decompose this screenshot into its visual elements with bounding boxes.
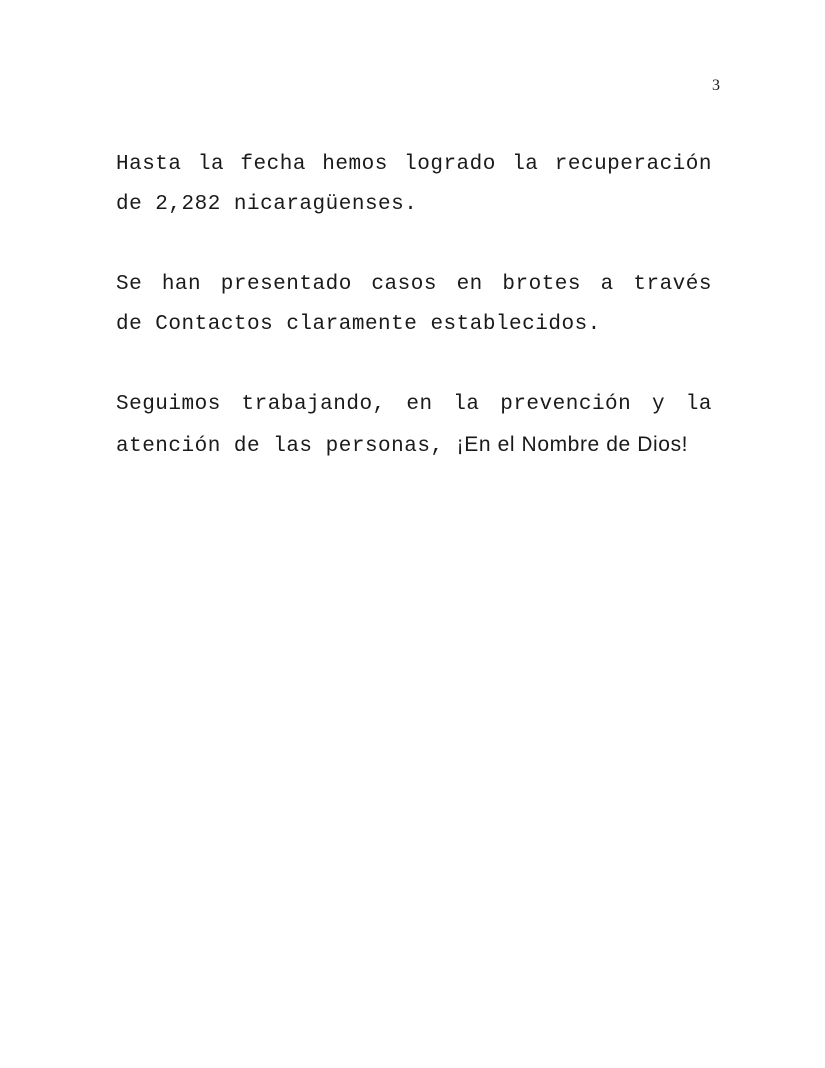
paragraph-line: Se han presentado casos en brotes a través [116,273,712,296]
paragraph-line: de 2,282 nicaragüenses. [116,193,418,216]
closing-text: atención de las personas, [116,435,457,458]
paragraph-line: de Contactos claramente establecidos. [116,313,601,336]
paragraph-recoveries [116,145,712,225]
paragraph-line [116,425,712,465]
closing-blessing: ¡En el Nombre de Dios! [456,433,689,456]
paragraph-line: Seguimos trabajando, en la prevención y la [116,393,712,416]
paragraph-outbreaks [116,265,712,345]
paragraph-line: Hasta la fecha hemos logrado la recuperación [116,153,712,176]
paragraph-closing [116,385,712,465]
page-number: 3 [712,77,720,94]
